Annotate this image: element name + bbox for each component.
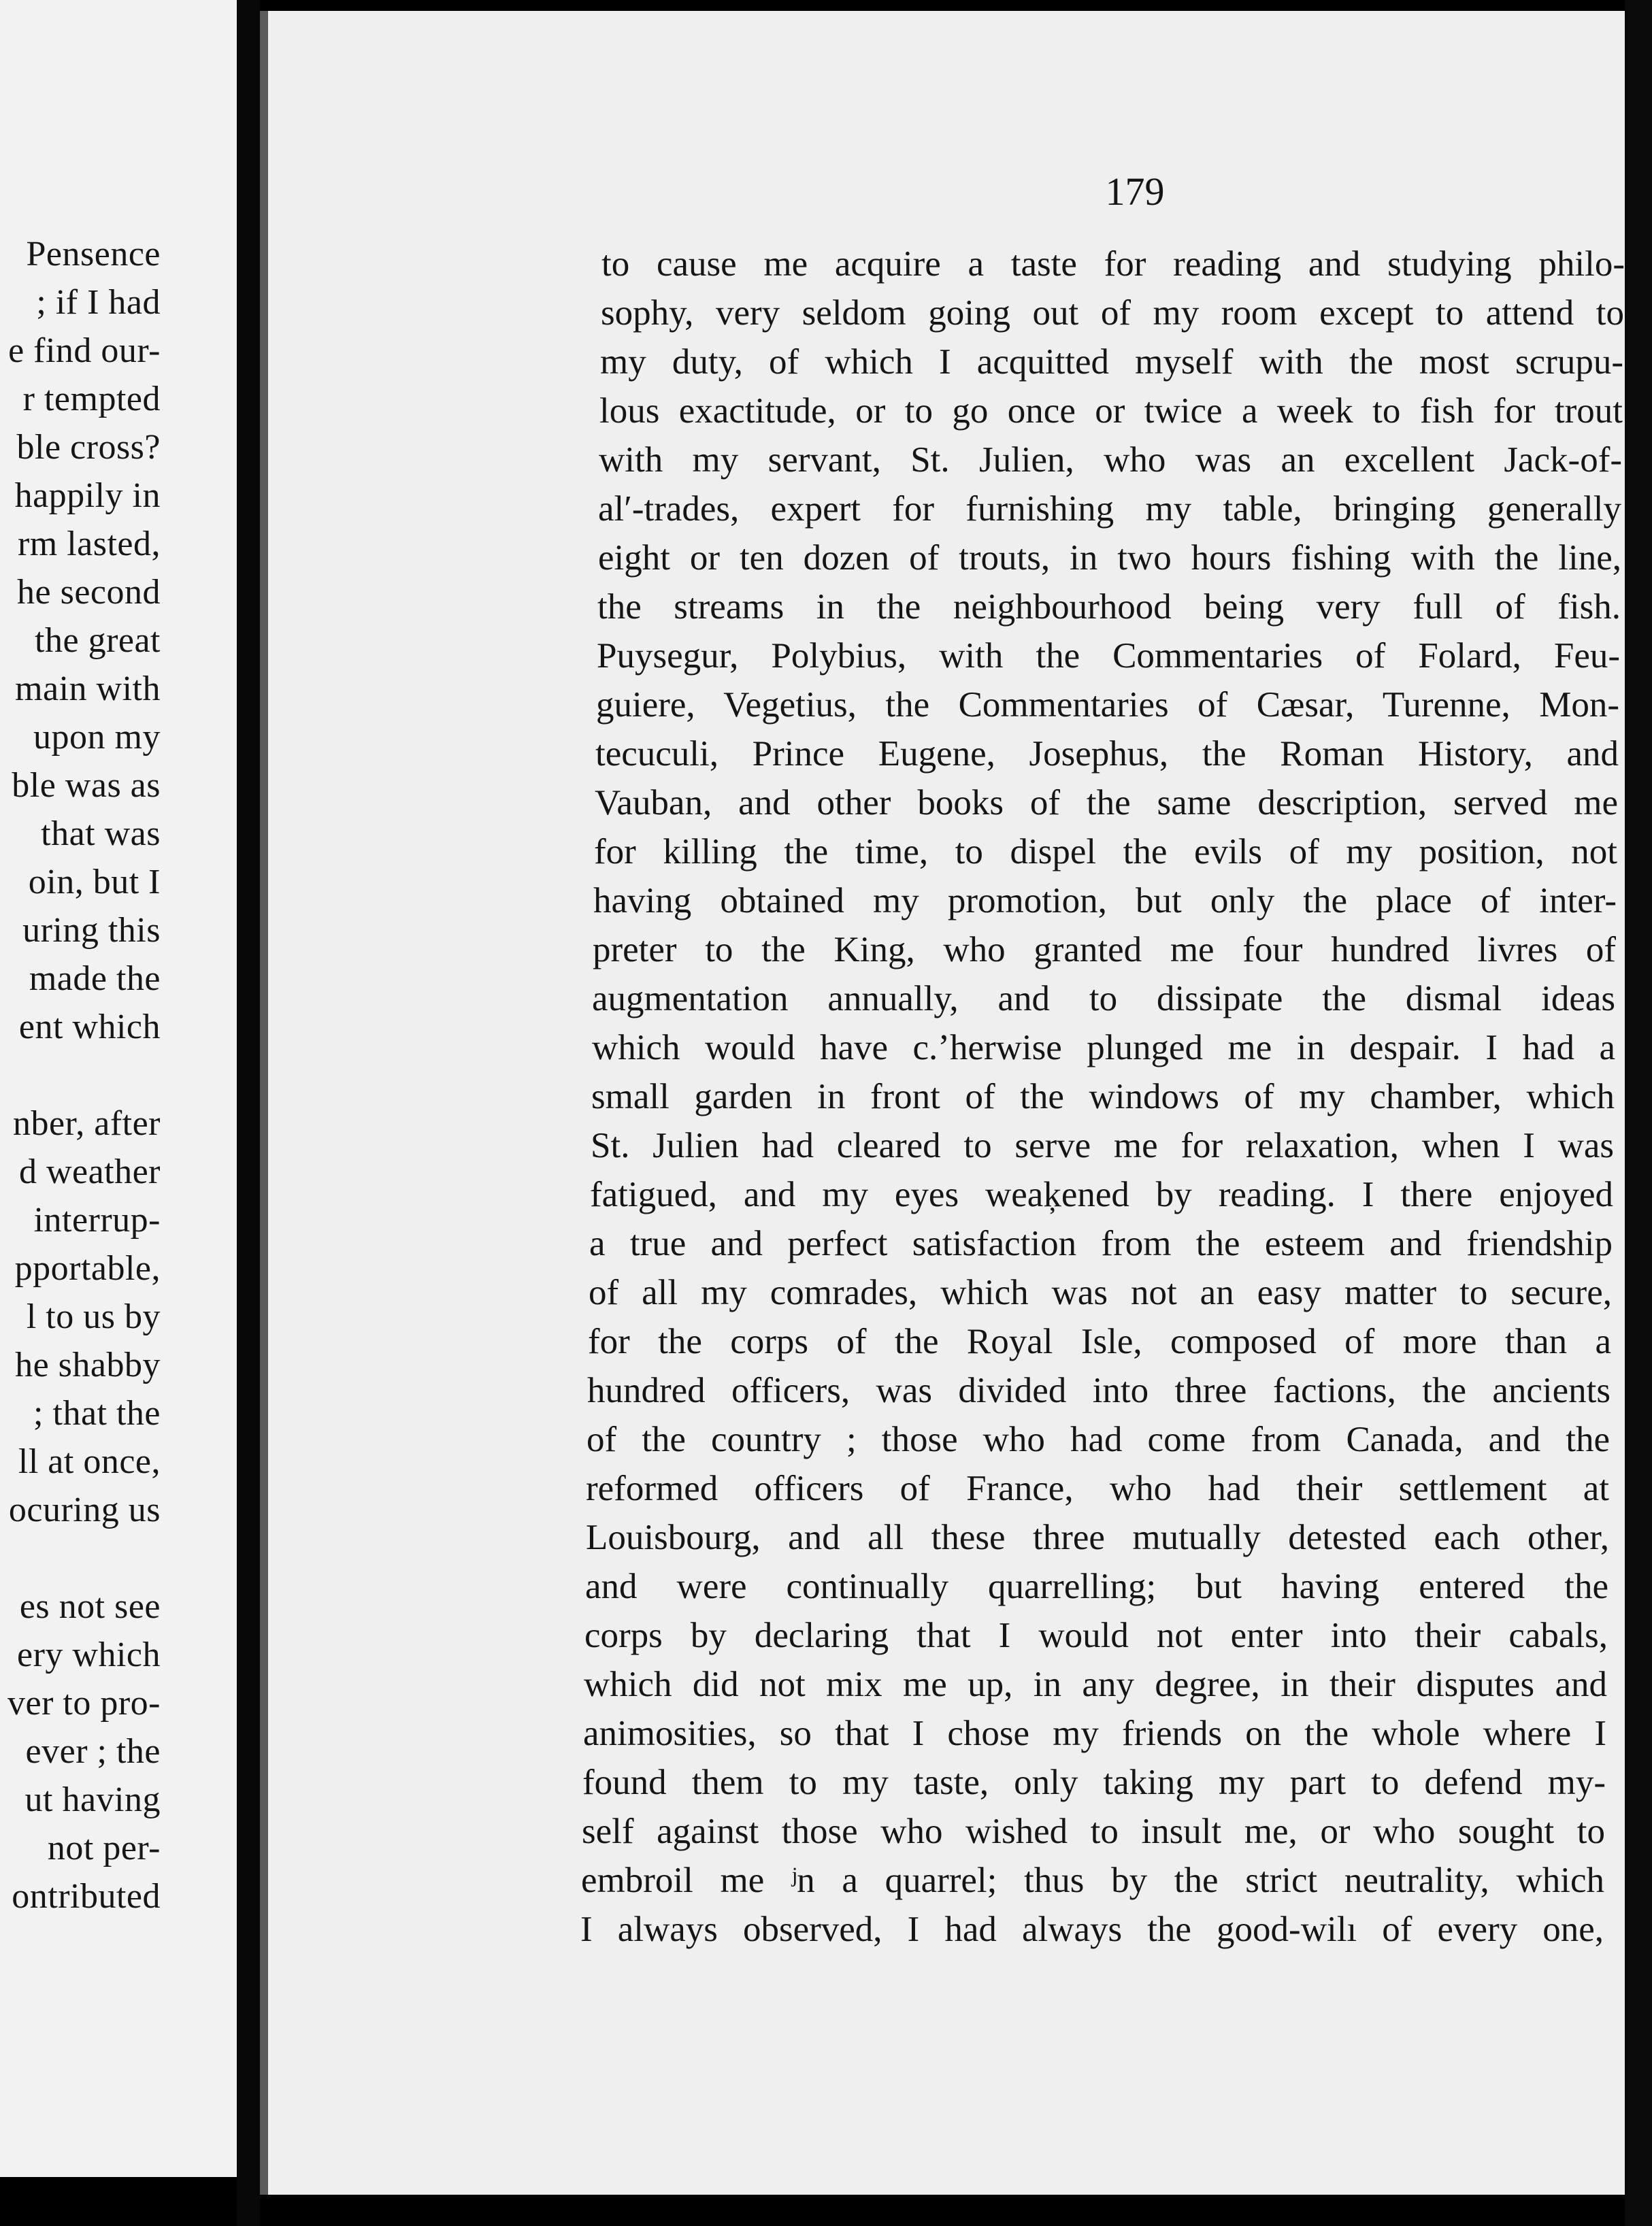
body-text-line: preter to the King, who granted me four hundred livres of — [593, 930, 1616, 969]
left-page-line: that was — [41, 814, 161, 853]
left-page-line: upon my — [33, 718, 161, 757]
left-page-line: main with — [15, 669, 161, 708]
left-page-line: happily in — [14, 476, 161, 515]
body-text-line: sophy, very seldom going out of my room except to attend to — [601, 293, 1624, 333]
body-text-line: a true and perfect satisfaction from the esteem and friendship — [589, 1224, 1613, 1263]
body-text-line: for the corps of the Royal Isle, composed of more than a — [588, 1322, 1611, 1361]
body-text-line: animosities, so that I chose my friends on the whole where I — [583, 1714, 1606, 1753]
body-text-line: tecuculi, Prince Eugene, Josephus, the Roman History, and — [595, 734, 1619, 774]
left-page-line: r tempted — [22, 380, 161, 418]
body-text-line: Puysegur, Polybius, with the Commentaries of Folard, Feu- — [597, 636, 1620, 676]
body-text-line: reformed officers of France, who had their settlement at — [586, 1469, 1609, 1508]
left-page-line: ; that the — [33, 1394, 161, 1433]
body-text-line: of all my comrades, which was not an easy matter to secure, — [589, 1273, 1612, 1312]
page-number: 179 — [1105, 169, 1165, 214]
body-text-line: of the country ; those who had come from Canada, and the — [587, 1420, 1610, 1459]
left-page-line: ery which — [17, 1635, 161, 1674]
body-text-line: corps by declaring that I would not enter into their cabals, — [584, 1616, 1608, 1655]
left-page-line: es not see — [19, 1587, 161, 1626]
body-text-line: I always observed, I had always the good-wilı of every one, — [580, 1910, 1604, 1949]
left-page-line: the great — [35, 621, 161, 660]
body-text-line: having obtained my promotion, but only the place of inter- — [593, 881, 1617, 920]
left-page-line: ever ; the — [25, 1732, 161, 1771]
body-text-line: hundred officers, was divided into three factions, the ancients — [587, 1371, 1610, 1410]
body-text-line: Vauban, and other books of the same description, served me — [595, 783, 1618, 823]
left-page-line: ut having — [24, 1780, 161, 1819]
left-page-line: made the — [29, 959, 161, 998]
left-page-line: Pensence — [26, 235, 161, 273]
body-text-line: augmentation annually, and to dissipate the dismal ideas — [592, 979, 1615, 1018]
right-margin-edge — [1625, 0, 1652, 2226]
left-page-line: nber, after — [12, 1104, 161, 1143]
left-page-line: ll at once, — [18, 1442, 161, 1481]
body-text-line: St. Julien had cleared to serve me for relaxation, when I was — [591, 1126, 1614, 1165]
left-page-line: ocuring us — [8, 1491, 161, 1529]
left-page-line: not per- — [47, 1829, 161, 1867]
left-page-line: oin, but I — [28, 863, 161, 901]
left-page-line: rm lasted, — [17, 525, 161, 563]
left-page-line: ver to pro- — [7, 1684, 161, 1723]
left-page-line: e find our- — [8, 331, 161, 370]
body-text-line: guiere, Vegetius, the Commentaries of Cæsar, Turenne, Mon- — [596, 685, 1619, 725]
body-text-line: embroil me ʲn a quarrel; thus by the strict neutrality, which — [581, 1861, 1604, 1900]
body-text-line: which would have c.ʼherwise plunged me in despair. I had a — [592, 1028, 1615, 1067]
body-text-line: lous exactitude, or to go once or twice a week to fish for trout — [599, 391, 1623, 431]
page-edge-shadow — [260, 11, 268, 2195]
book-gutter — [237, 0, 260, 2226]
left-page-line: pportable, — [14, 1249, 161, 1288]
left-page-line: ontributed — [12, 1877, 161, 1916]
body-text-line: alʹ-trades, expert for furnishing my table, bringing generally — [598, 489, 1621, 529]
left-page-line: ble was as — [12, 766, 161, 805]
body-text-line: fatigued, and my eyes weaķened by reading. I there enjoyed — [590, 1175, 1613, 1214]
body-text-line: which did not mix me up, in any degree, in their disputes and — [584, 1665, 1607, 1704]
left-page-line: interrup- — [33, 1201, 161, 1240]
left-page-line: he shabby — [15, 1346, 161, 1384]
left-page — [0, 0, 237, 2177]
body-text-line: and were continually quarrelling; but having entered the — [585, 1567, 1608, 1606]
body-text-line: found them to my taste, only taking my part to defend my- — [582, 1763, 1606, 1802]
body-text-line: small garden in front of the windows of my chamber, which — [591, 1077, 1615, 1116]
left-page-line: ent which — [18, 1008, 161, 1046]
body-text-line: Louisbourg, and all these three mutually detested each other, — [586, 1518, 1609, 1557]
left-page-line: he second — [17, 573, 161, 612]
right-page — [268, 11, 1625, 2195]
left-page-line: d weather — [18, 1152, 161, 1191]
body-text-line: the streams in the neighbourhood being very full of fish. — [597, 587, 1621, 627]
left-page-line: ble cross? — [16, 428, 161, 467]
body-text-line: eight or ten dozen of trouts, in two hours fishing with the line, — [598, 538, 1621, 578]
body-text-line: my duty, of which I acquitted myself with the most scrupu- — [600, 342, 1623, 382]
body-text-line: with my servant, St. Julien, who was an excellent Jack-of- — [599, 440, 1622, 480]
left-page-line: uring this — [22, 911, 161, 950]
left-page-line: ; if I had — [36, 283, 161, 322]
body-text-line: to cause me acquire a taste for reading and studying philo- — [601, 244, 1625, 284]
body-text-line: self against those who wished to insult me, or who sought to — [582, 1812, 1605, 1851]
left-page-line: l to us by — [26, 1297, 161, 1336]
body-text-line: for killing the time, to dispel the evils of my position, not — [594, 832, 1617, 871]
